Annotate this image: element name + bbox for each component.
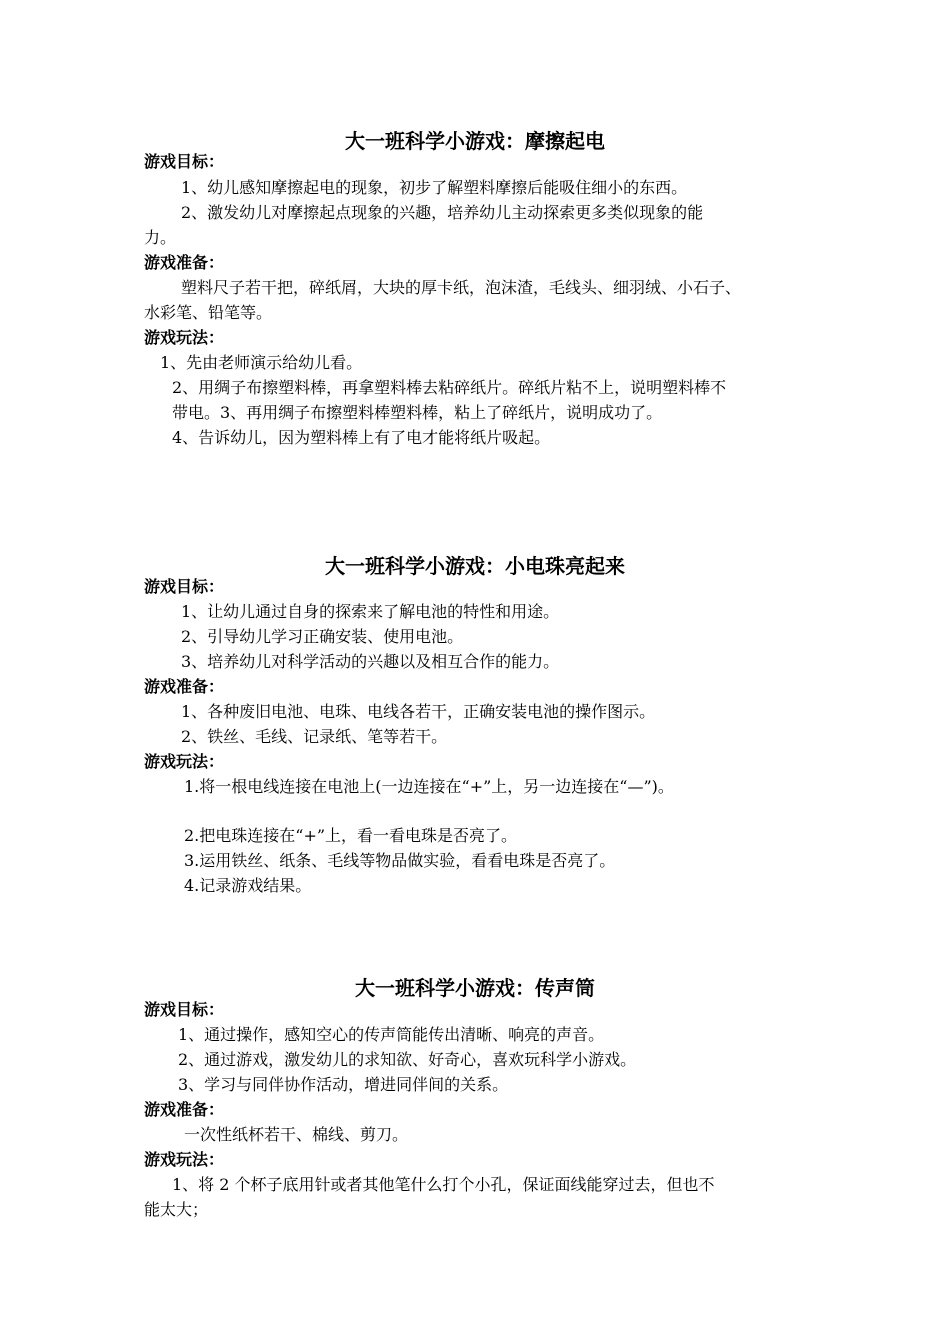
section-3-prep-heading: 游戏准备： [144,1100,225,1119]
section-3-play-1: 1、将 2 个杯子底用针或者其他笔什么打个小孔，保证面线能穿过去，但也不 [172,1175,715,1194]
section-3-play-1-cont: 能太大； [144,1200,209,1219]
section-2-title: 大一班科学小游戏：小电珠亮起来 [325,554,625,578]
section-1-goal-2: 2、激发幼儿对摩擦起点现象的兴趣，培养幼儿主动探索更多类似现象的能 [181,203,704,222]
section-3-goal-2: 2、通过游戏，激发幼儿的求知欲、好奇心，喜欢玩科学小游戏。 [178,1050,637,1069]
section-1-prep-1: 塑料尺子若干把，碎纸屑，大块的厚卡纸，泡沫渣，毛线头、细羽绒、小石子、 [181,278,742,297]
section-2-play-heading: 游戏玩法： [144,752,225,771]
section-2-play-2: 2.把电珠连接在“+”上，看一看电珠是否亮了。 [184,826,518,845]
section-2-prep-heading: 游戏准备： [144,677,225,696]
section-2-play-1: 1.将一根电线连接在电池上(一边连接在“+”上，另一边连接在“—”)。 [184,777,674,796]
section-2-goal-3: 3、培养幼儿对科学活动的兴趣以及相互合作的能力。 [181,652,560,671]
section-1-title: 大一班科学小游戏：摩擦起电 [345,129,605,153]
section-1-goal-2-cont: 力。 [144,228,177,247]
section-1-play-2: 2、用绸子布擦塑料棒，再拿塑料棒去粘碎纸片。碎纸片粘不上，说明塑料棒不 [172,378,727,397]
section-3-prep-1: 一次性纸杯若干、棉线、剪刀。 [184,1125,409,1144]
section-2-goal-1: 1、让幼儿通过自身的探索来了解电池的特性和用途。 [181,602,560,621]
section-1-prep-heading: 游戏准备： [144,253,225,272]
section-2-play-3: 3.运用铁丝、纸条、毛线等物品做实验，看看电珠是否亮了。 [184,851,616,870]
section-1-goal-1: 1、幼儿感知摩擦起电的现象，初步了解塑料摩擦后能吸住细小的东西。 [181,178,688,197]
section-2-play-4: 4.记录游戏结果。 [184,876,312,895]
section-1-goal-heading: 游戏目标： [144,152,225,171]
section-3-goal-3: 3、学习与同伴协作活动，增进同伴间的关系。 [178,1075,509,1094]
section-2-goal-heading: 游戏目标： [144,577,225,596]
section-1-prep-2: 水彩笔、铅笔等。 [144,303,273,322]
section-1-play-3: 带电。3、再用绸子布擦塑料棒塑料棒，粘上了碎纸片，说明成功了。 [172,403,663,422]
section-2-prep-1: 1、各种废旧电池、电珠、电线各若干，正确安装电池的操作图示。 [181,702,656,721]
section-1-play-1: 1、先由老师演示给幼儿看。 [160,353,363,372]
section-3-title: 大一班科学小游戏：传声筒 [355,976,595,1000]
section-1-play-heading: 游戏玩法： [144,328,225,347]
section-3-goal-heading: 游戏目标： [144,1000,225,1019]
section-2-prep-2: 2、铁丝、毛线、记录纸、笔等若干。 [181,727,448,746]
section-3-play-heading: 游戏玩法： [144,1150,225,1169]
section-1-play-4: 4、告诉幼儿，因为塑料棒上有了电才能将纸片吸起。 [172,428,551,447]
section-2-goal-2: 2、引导幼儿学习正确安装、使用电池。 [181,627,464,646]
section-3-goal-1: 1、通过操作，感知空心的传声筒能传出清晰、响亮的声音。 [178,1025,605,1044]
